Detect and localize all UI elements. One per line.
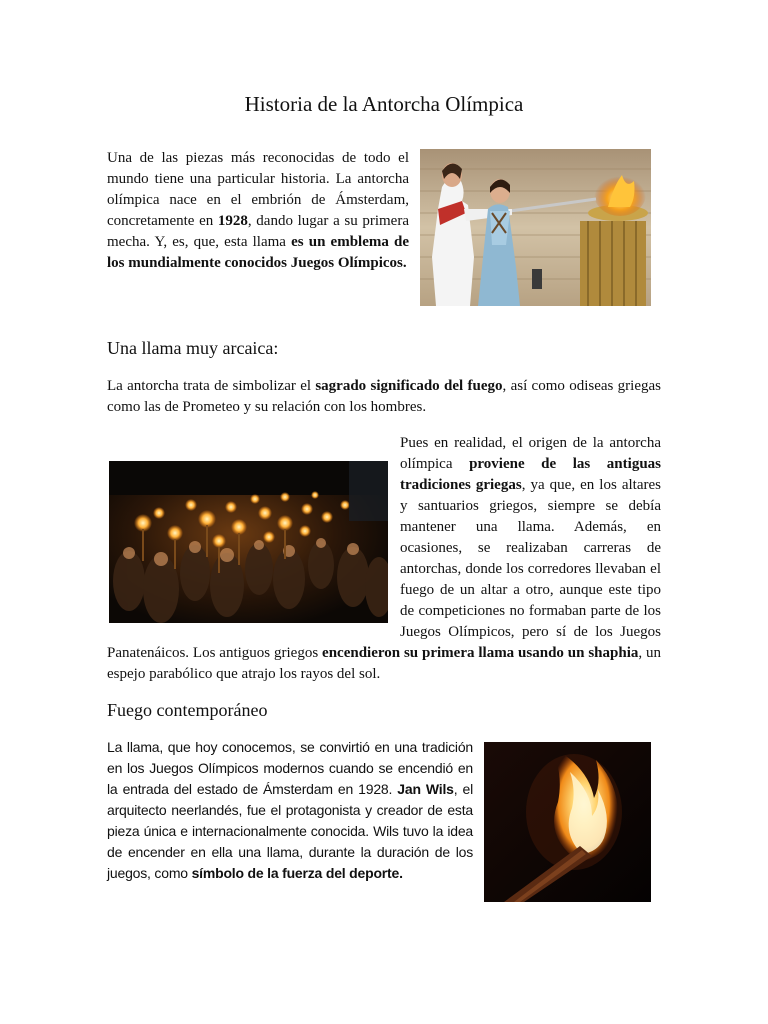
p4-bold-1: Jan Wils xyxy=(397,781,454,797)
p3-bold-1: proviene de las antiguas tradiciones griegas xyxy=(400,456,661,493)
intro-bold-2: es un emblema de los mundialmente conocidos Juegos Olímpicos. xyxy=(107,234,409,271)
p2-text-2: , así como odiseas griegas como las de Prometeo y su relación con los hombres. xyxy=(107,378,661,415)
p2-text-1: La antorcha trata de simbolizar el xyxy=(107,378,316,394)
p4-text-2: , el arquitecto neerlandés, fue el protagonista y creador de esta pieza única e internacionalmente conocida. Wils tuvo la idea de encender en ella una llama, durante la duración de los juegos, como xyxy=(107,781,473,881)
p3-text-2: , ya que, en los altares y santuarios griegos, siempre se debía mantener una llama. Además, en ocasiones, se realizaban carreras de antorchas, donde los corredores llevaban el fuego de un altar a otro, aunque este tipo de competiciones no formaban parte de los Juegos Olímpicos, pero sí de los Juegos Panatenáicos. Los antiguos griegos xyxy=(107,477,661,661)
paragraph-sagrado xyxy=(107,376,661,418)
torch-march-crowd-photo xyxy=(109,461,388,623)
p3-text-1: Pues en realidad, el origen de la antorcha olímpica xyxy=(400,435,661,472)
intro-text-1: Una de las piezas más reconocidas de todo el mundo tiene una particular historia. La antorcha olímpica nace en el embrión de Ámsterdam, concretamente en xyxy=(107,150,409,229)
p2-bold-1: sagrado significado del fuego xyxy=(315,378,503,394)
p3-text-3: , un espejo parabólico que atrajo los rayos del sol. xyxy=(107,645,662,682)
burning-torch-photo xyxy=(484,742,651,902)
intro-text-2: , dando lugar a su primera mecha. Y, es, que, esta llama xyxy=(107,213,409,250)
intro-paragraph xyxy=(107,148,409,274)
p4-text-1: La llama, que hoy conocemos, se convirtió en una tradición en los Juegos Olímpicos modernos cuando se encendió en la entrada del estado de Ámsterdam en 1928. xyxy=(107,739,473,797)
section-heading-arcaica: Una llama muy arcaica: xyxy=(107,338,279,358)
section-heading-contemporaneo: Fuego contemporáneo xyxy=(107,700,268,720)
document-title: Historia de la Antorcha Olímpica xyxy=(244,92,524,116)
p3-bold-2: encendieron su primera llama usando un shaphia xyxy=(322,645,639,661)
paragraph-jan-wils xyxy=(107,737,473,884)
torch-lighting-ceremony-photo xyxy=(420,149,651,306)
intro-bold-1: 1928 xyxy=(217,213,248,229)
p4-bold-2: símbolo de la fuerza del deporte. xyxy=(191,865,403,881)
